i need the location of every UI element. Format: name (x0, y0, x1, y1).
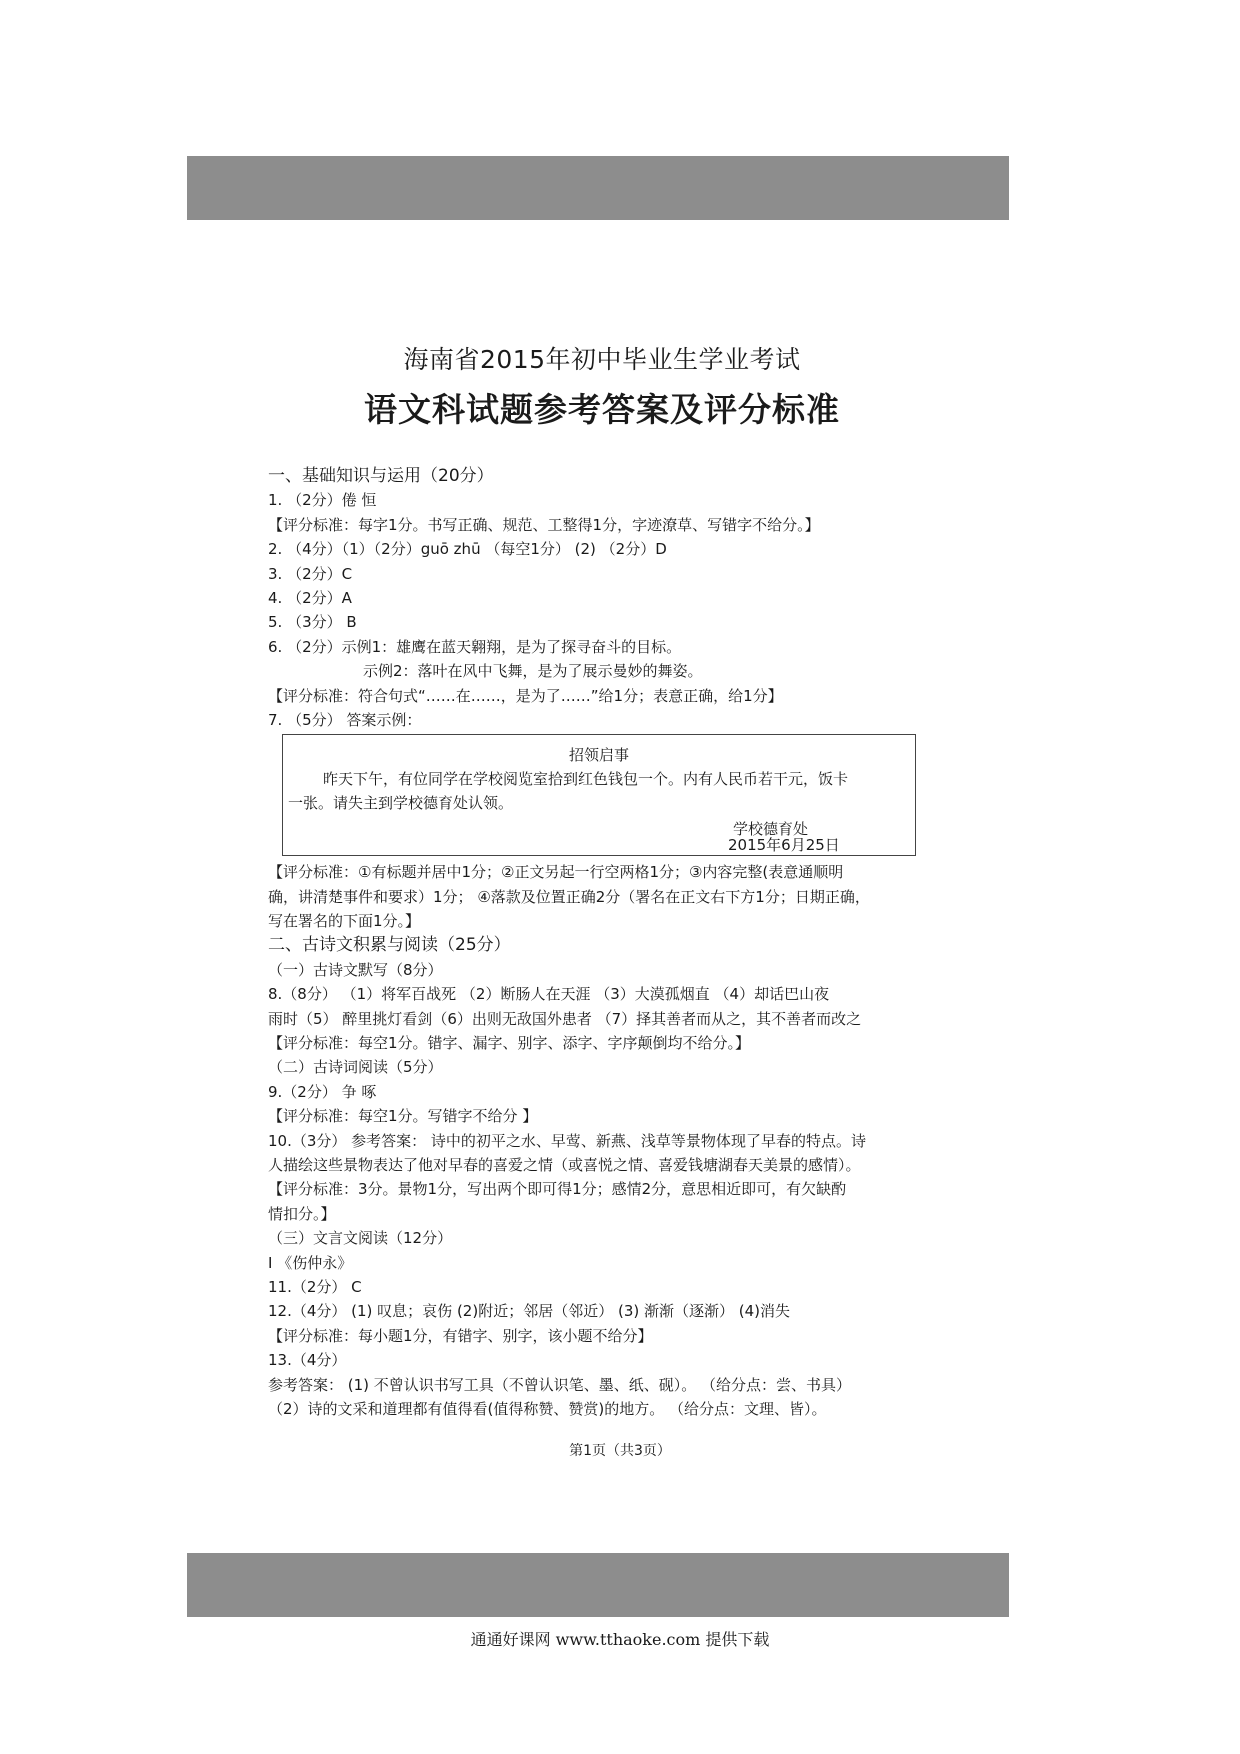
answer-line: 【评分标准：每字1分。书写正确、规范、工整得1分，字迹潦草、写错字不给分。】 (268, 515, 820, 534)
answer-line: 1. （2分）倦 恒 (268, 491, 377, 510)
top-gray-band (187, 156, 1009, 220)
notice-signature: 学校德育处 (733, 820, 809, 839)
answer-line: 3. （2分）C (268, 564, 353, 583)
answer-line: 一、基础知识与运用（20分） (268, 466, 494, 486)
answer-line: 【评分标准：每小题1分，有错字、别字，该小题不给分】 (268, 1326, 653, 1345)
answer-line: （三）文言文阅读（12分） (268, 1229, 453, 1248)
answer-line: 参考答案： (1) 不曾认识书写工具（不曾认识笔、墨、纸、砚）。 （给分点：尝、书具） (268, 1375, 852, 1394)
download-footer: 通通好课网 www.tthaoke.com 提供下载 (470, 1630, 770, 1649)
answer-body (268, 464, 936, 1421)
answer-line: 【评分标准：3分。景物1分，写出两个即可得1分；感情2分，意思相近即可，有欠缺酌 (268, 1180, 847, 1199)
answer-line: （一）古诗文默写（8分） (268, 960, 443, 979)
answer-line: 13.（4分） (268, 1351, 347, 1370)
answer-line: 示例2：落叶在风中飞舞，是为了展示曼妙的舞姿。 (363, 662, 703, 681)
exam-title: 海南省2015年初中毕业生学业考试 (403, 345, 801, 374)
answer-line: 8.（8分） （1）将军百战死 （2）断肠人在天涯 （3）大漠孤烟直 （4）却话巴山夜 (268, 985, 830, 1004)
answer-line: 4. （2分）A (268, 588, 352, 607)
answer-line: 【评分标准：①有标题并居中1分；②正文另起一行空两格1分；③内容完整(表意通顺明 (268, 863, 844, 882)
answer-line: Ⅰ 《伤仲永》 (268, 1253, 353, 1272)
answer-line: 人描绘这些景物表达了他对早春的喜爱之情（或喜悦之情、喜爱钱塘湖春天美景的感情）。 (268, 1155, 861, 1174)
answer-line: 雨时（5） 醉里挑灯看剑（6）出则无敌国外患者 （7）择其善者而从之，其不善者而改之 (268, 1009, 862, 1028)
answer-line: 11.（2分） C (268, 1277, 362, 1296)
answers-part-1 (268, 464, 936, 732)
notice-date: 2015年6月25日 (728, 836, 840, 855)
answer-line: （二）古诗词阅读（5分） (268, 1058, 443, 1077)
answers-part-2 (268, 860, 936, 1421)
page-number: 第1页（共3页） (569, 1443, 671, 1459)
answer-line: （2）诗的文采和道理都有值得看(值得称赞、赞赏)的地方。 （给分点：文理、皆）。 (268, 1399, 827, 1418)
answer-key-title: 语文科试题参考答案及评分标准 (364, 390, 840, 429)
notice-body-line: 一张。请失主到学校德育处认领。 (288, 794, 514, 813)
answer-line: 10.（3分） 参考答案： 诗中的初平之水、早莺、新燕、浅草等景物体现了早春的特点。诗 (268, 1131, 866, 1150)
answer-line: 6. （2分）示例1：雄鹰在蓝天翱翔，是为了探寻奋斗的目标。 (268, 637, 682, 656)
bottom-gray-band (187, 1553, 1009, 1617)
answer-line: 12.（4分） (1) 叹息；哀伤 (2)附近；邻居（邻近） (3) 渐渐（逐渐） (4)消失 (268, 1302, 790, 1321)
answer-line: 确，讲清楚事件和要求）1分； ④落款及位置正确2分（署名在正文右下方1分；日期正确， (268, 887, 870, 906)
answer-line: 9.（2分） 争 啄 (268, 1082, 377, 1101)
answer-line: 5. （3分） B (268, 613, 357, 632)
answer-line: 【评分标准：每空1分。写错字不给分 】 (268, 1107, 538, 1126)
answer-line: 【评分标准：每空1分。错字、漏字、别字、添字、字序颠倒均不给分。】 (268, 1034, 751, 1053)
answer-line: 2. （4分）（1）（2分）guō zhū （每空1分） (2) （2分）D (268, 540, 667, 559)
answer-line: 写在署名的下面1分。】 (268, 912, 421, 931)
answer-line: 7. （5分） 答案示例： (268, 710, 422, 729)
sample-notice-box (282, 734, 916, 856)
answer-line: 情扣分。】 (268, 1204, 336, 1223)
notice-body-line: 昨天下午，有位同学在学校阅览室拾到红色钱包一个。内有人民币若干元，饭卡 (323, 770, 849, 789)
notice-title: 招领启事 (568, 746, 629, 765)
answer-line: 【评分标准：符合句式“……在……，是为了……”给1分；表意正确，给1分】 (268, 686, 783, 705)
answer-line: 二、古诗文积累与阅读（25分） (268, 935, 511, 956)
